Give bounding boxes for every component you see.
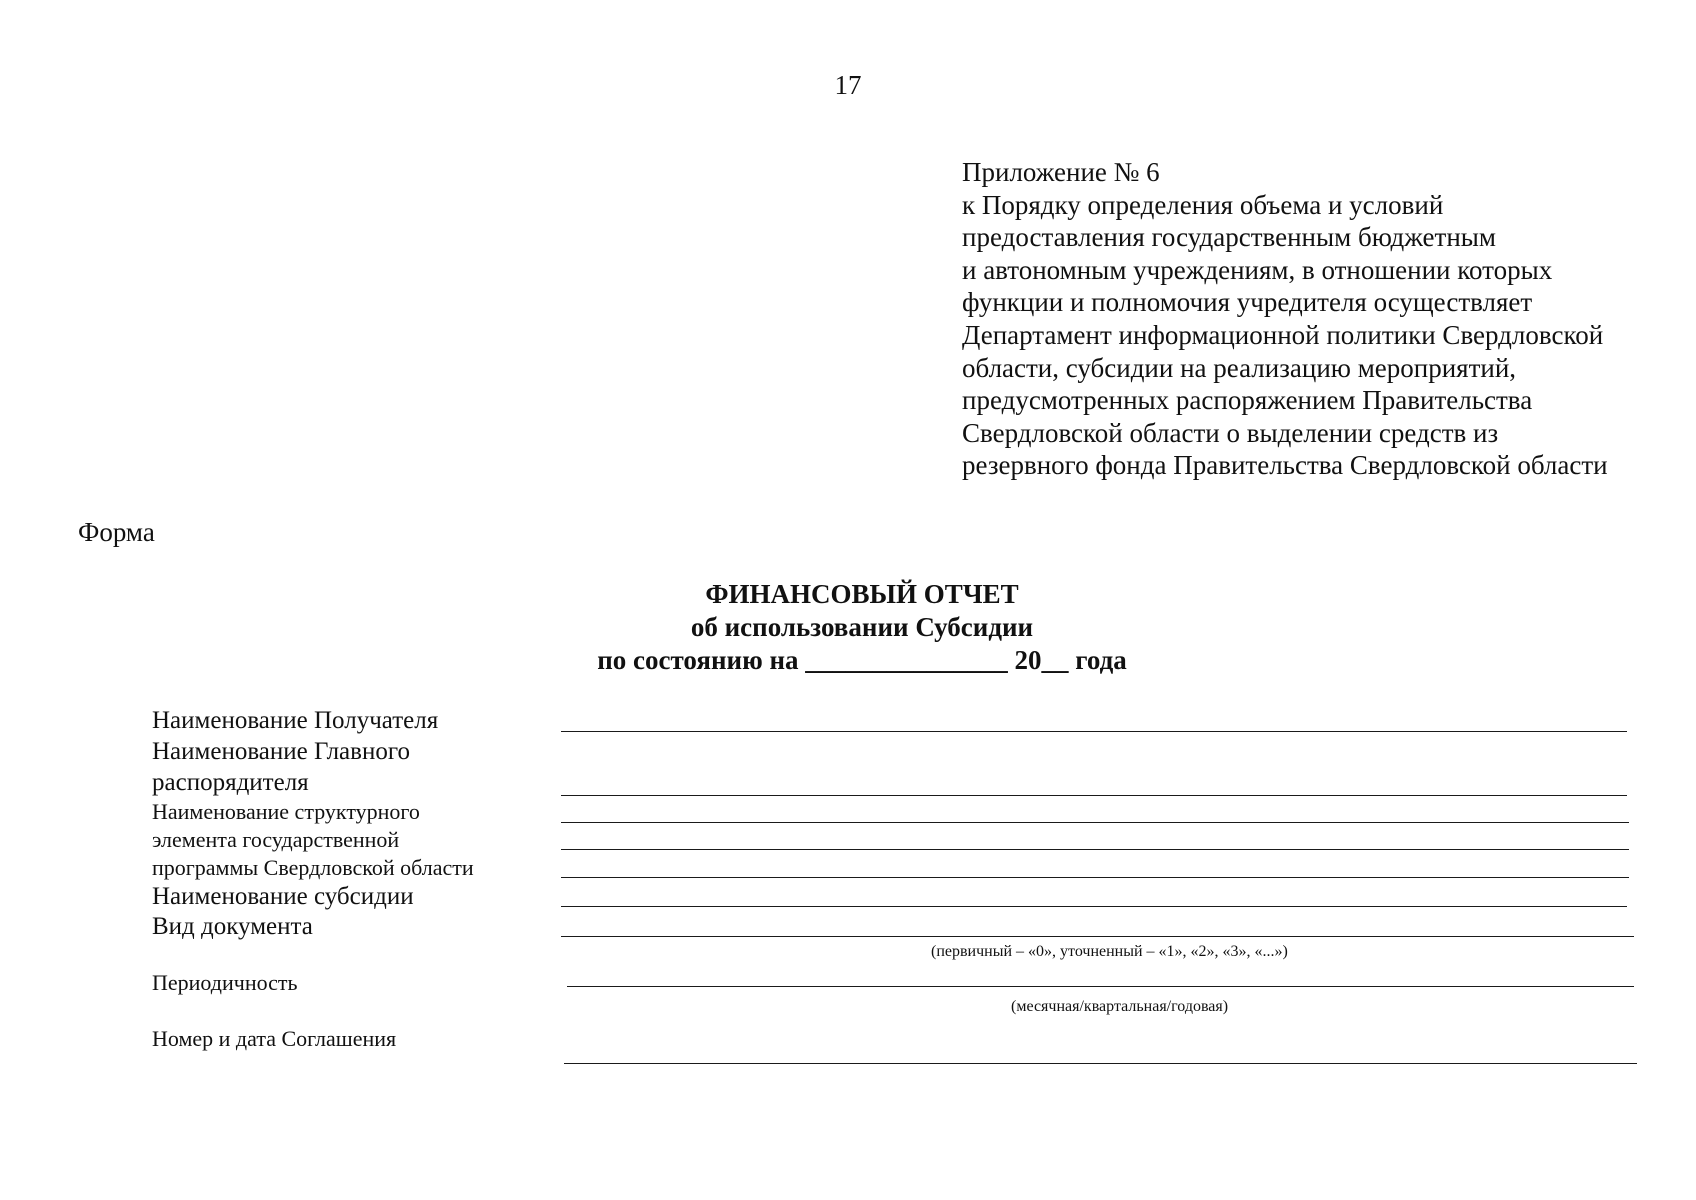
- program-element-label: Наименование структурного: [152, 799, 420, 824]
- program-element-line-3[interactable]: [561, 877, 1629, 878]
- report-title: ФИНАНСОВЫЙ ОТЧЕТ: [705, 579, 1019, 609]
- program-element-label-cont: элемента государственной: [152, 827, 400, 852]
- periodicity-label: Периодичность: [152, 970, 298, 995]
- main-manager-label: Наименование Главного: [152, 738, 410, 765]
- agreement-label: Номер и дата Соглашения: [152, 1026, 397, 1051]
- program-element-line-2[interactable]: [561, 849, 1629, 850]
- recipient-label: Наименование Получателя: [152, 707, 439, 734]
- appendix-line: предоставления государственным бюджетным: [962, 222, 1496, 253]
- periodicity-hint: (месячная/квартальная/годовая): [1011, 998, 1229, 1015]
- appendix-line: Приложение № 6: [962, 157, 1160, 187]
- appendix-line: резервного фонда Правительства Свердловской области: [962, 450, 1608, 481]
- main-manager-line[interactable]: [561, 795, 1627, 796]
- program-element-label-cont: программы Свердловской области: [152, 855, 474, 880]
- program-element-line-1[interactable]: [561, 822, 1629, 823]
- doc-type-hint: (первичный – «0», уточненный – «1», «2», «3», «...»): [931, 943, 1288, 960]
- doc-type-label: Вид документа: [152, 913, 313, 940]
- appendix-line: и автономным учреждениям, в отношении которых: [962, 254, 1553, 285]
- report-date-line: по состоянию на _______________ 20__ года: [597, 645, 1127, 675]
- appendix-note: [962, 156, 1682, 482]
- appendix-line: области, субсидии на реализацию мероприятий,: [962, 352, 1517, 383]
- appendix-line: Департамент информационной политики Свердловской: [962, 319, 1604, 350]
- page-number: 17: [834, 70, 862, 100]
- appendix-line: к Порядку определения объема и условий: [962, 189, 1444, 220]
- periodicity-line[interactable]: [567, 986, 1634, 987]
- main-manager-label-cont: распорядителя: [152, 769, 309, 796]
- appendix-line: предусмотренных распоряжением Правительства: [962, 385, 1533, 416]
- agreement-line[interactable]: [564, 1063, 1637, 1064]
- subsidy-line[interactable]: [561, 906, 1627, 907]
- form-label: Форма: [78, 517, 155, 547]
- subsidy-label: Наименование субсидии: [152, 883, 414, 910]
- appendix-line: Свердловской области о выделении средств из: [962, 417, 1499, 448]
- report-subtitle: об использовании Субсидии: [690, 612, 1034, 642]
- recipient-line[interactable]: [561, 731, 1627, 732]
- doc-type-line[interactable]: [561, 936, 1634, 937]
- appendix-line: функции и полномочия учредителя осуществляет: [962, 287, 1533, 318]
